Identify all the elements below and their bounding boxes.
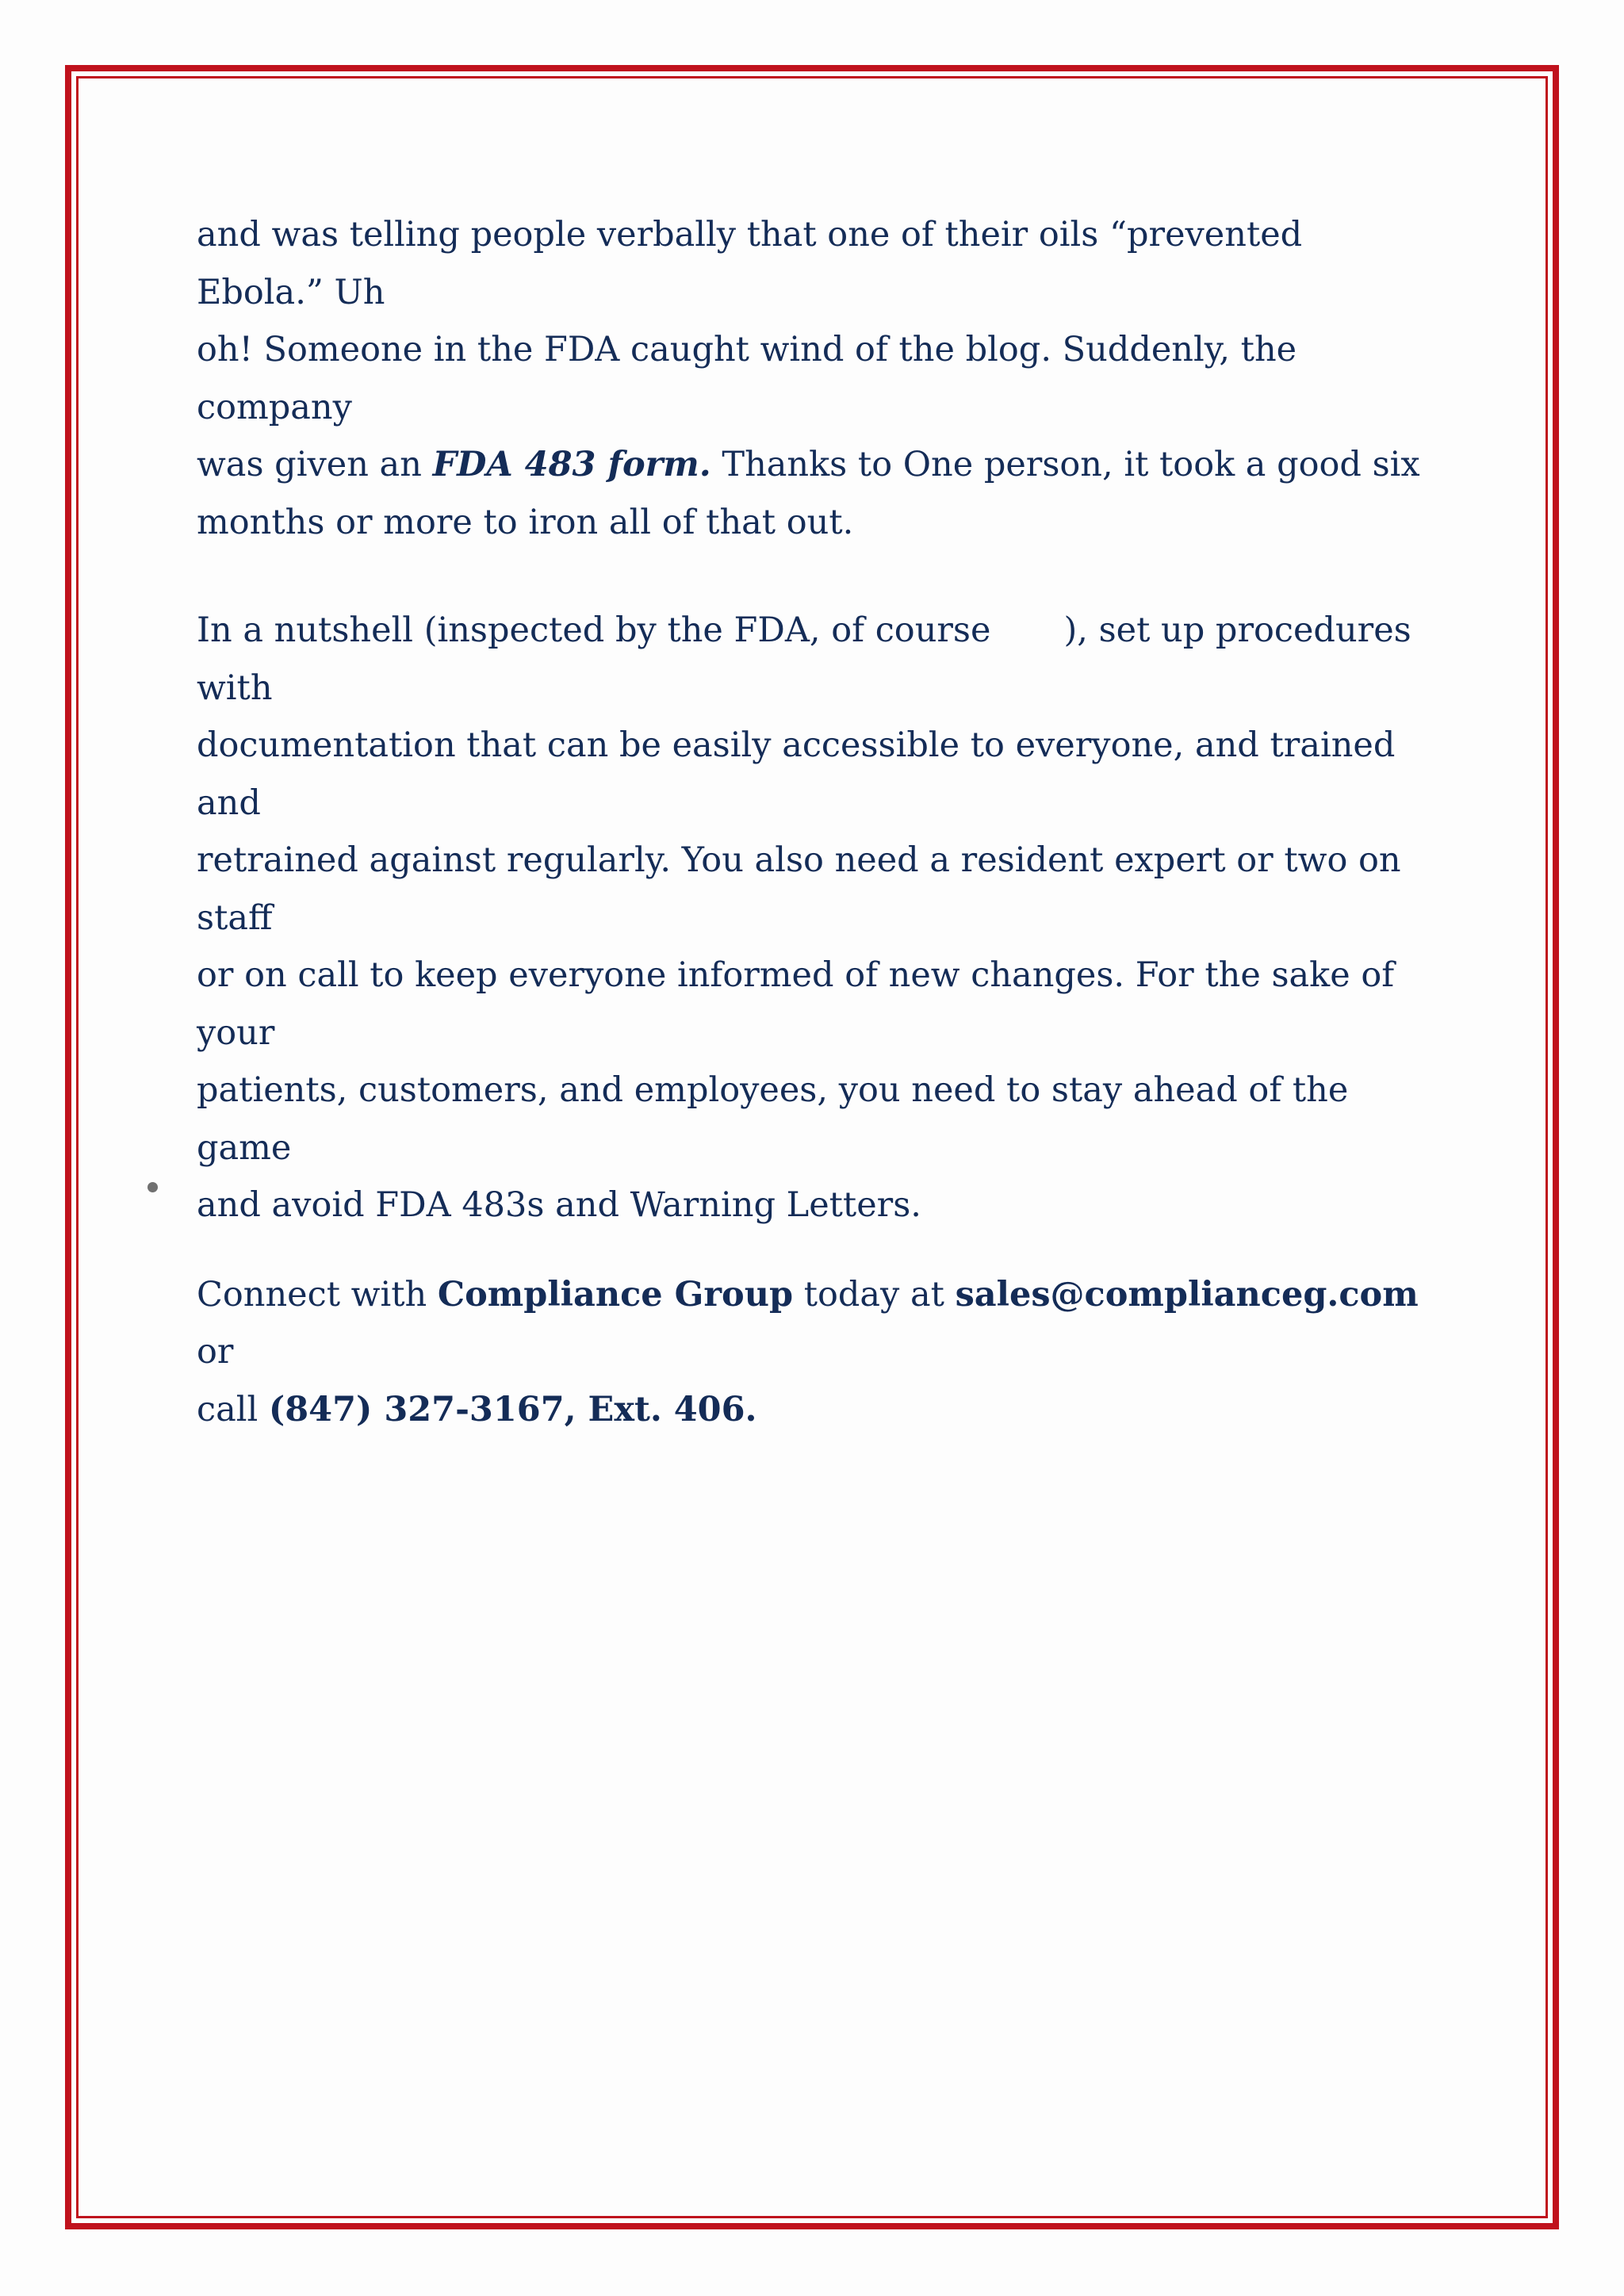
- text-line: or on call to keep everyone informed of new changes. For the sake of your: [197, 955, 1395, 1053]
- text-line: documentation that can be easily accessible to everyone, and trained and: [197, 725, 1396, 823]
- text-line: retrained against regularly. You also need a resident expert or two on staff: [197, 840, 1401, 938]
- text-line: and avoid FDA 483s and Warning Letters.: [197, 1185, 921, 1225]
- text-line: Connect with: [197, 1274, 438, 1314]
- phone-number[interactable]: (847) 327-3167, Ext. 406.: [268, 1389, 757, 1429]
- text-line: call: [197, 1389, 269, 1429]
- article-body: [197, 206, 1434, 1438]
- text-line: ), set up procedures with: [197, 610, 1411, 708]
- text-line: Thanks to One person, it took a good six: [710, 445, 1420, 484]
- paragraph-nutshell: [197, 602, 1434, 1234]
- paragraph-ebola-story: [197, 206, 1434, 551]
- text-line: or: [197, 1332, 234, 1372]
- paragraph-contact: [197, 1266, 1434, 1439]
- text-line: patients, customers, and employees, you need to stay ahead of the game: [197, 1070, 1349, 1168]
- email-link[interactable]: sales@complianceg.com: [955, 1274, 1419, 1314]
- text-line: was given an: [197, 445, 433, 484]
- text-line: oh! Someone in the FDA caught wind of the blog. Suddenly, the company: [197, 330, 1297, 427]
- company-name: Compliance Group: [437, 1274, 794, 1314]
- text-line: In a nutshell (inspected by the FDA, of course: [197, 610, 991, 650]
- text-line: months or more to iron all of that out.: [197, 502, 854, 542]
- text-line: today at: [793, 1274, 956, 1314]
- bullet-dot: [147, 1182, 158, 1192]
- fda-483-form-emphasis: FDA 483 form.: [432, 445, 711, 484]
- text-line: and was telling people verbally that one of their oils “prevented Ebola.” Uh: [197, 215, 1303, 312]
